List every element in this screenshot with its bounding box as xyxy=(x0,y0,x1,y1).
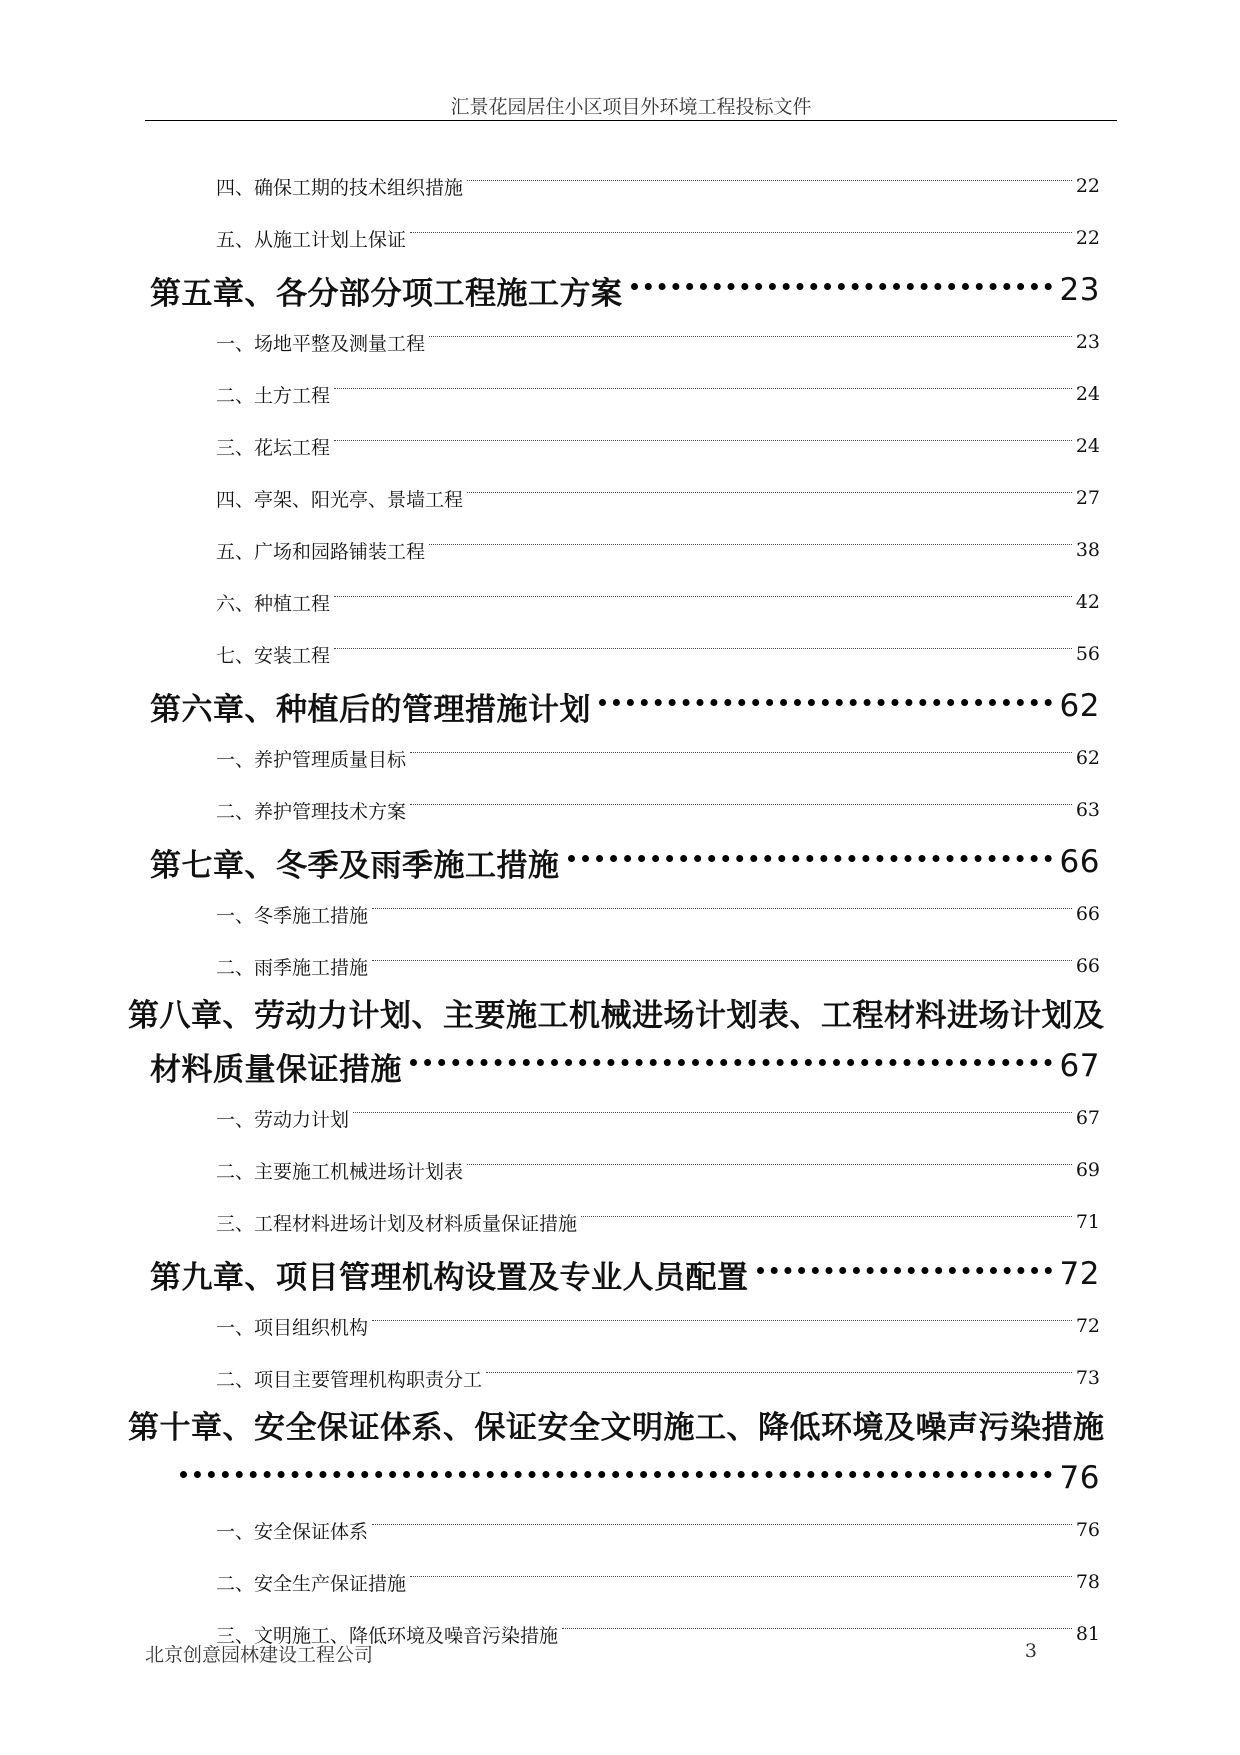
toc-entry-page: 69 xyxy=(1075,1159,1100,1181)
toc-entry-page: 67 xyxy=(1075,1107,1100,1129)
toc-entry-label: 二、养护管理技术方案 xyxy=(216,800,407,823)
dot-leader xyxy=(599,699,1052,706)
toc-entry[interactable] xyxy=(216,1300,1100,1352)
dot-leader xyxy=(429,336,1072,337)
toc-entry-page: 66 xyxy=(1075,903,1100,925)
toc-entry[interactable] xyxy=(216,940,1100,992)
page-footer xyxy=(145,1640,1117,1667)
dot-leader xyxy=(353,1112,1072,1113)
toc-entry-label: 六、种植工程 xyxy=(216,592,331,615)
toc-entry-label: 七、安装工程 xyxy=(216,644,331,667)
dot-leader xyxy=(486,1372,1072,1373)
toc-entry-page: 24 xyxy=(1075,383,1100,405)
toc-entry-label: 二、项目主要管理机构职责分工 xyxy=(216,1368,483,1391)
toc-entry-page: 56 xyxy=(1075,643,1100,665)
toc-chapter-label: 第六章、种植后的管理措施计划 xyxy=(150,691,591,728)
toc-entry[interactable] xyxy=(216,732,1100,784)
toc-entry-page: 22 xyxy=(1075,175,1100,197)
toc-chapter-label: 第五章、各分部分项工程施工方案 xyxy=(150,275,623,312)
toc-entry-page: 22 xyxy=(1075,227,1100,249)
footer-page-number: 3 xyxy=(1024,1640,1037,1662)
toc-entry[interactable] xyxy=(216,1144,1100,1196)
dot-leader xyxy=(334,440,1072,441)
toc-entry[interactable] xyxy=(216,524,1100,576)
toc-entry-label: 五、从施工计划上保证 xyxy=(216,228,407,251)
header-title: 汇景花园居住小区项目外环境工程投标文件 xyxy=(450,96,812,118)
dot-leader xyxy=(429,544,1072,545)
dot-leader xyxy=(334,388,1072,389)
table-of-contents xyxy=(128,160,1105,1660)
dot-leader xyxy=(410,804,1072,805)
toc-entry-page: 72 xyxy=(1075,1315,1100,1337)
toc-entry[interactable] xyxy=(216,160,1100,212)
toc-entry-page: 62 xyxy=(1075,747,1100,769)
toc-entry[interactable] xyxy=(216,784,1100,836)
dot-leader xyxy=(372,960,1072,961)
toc-chapter-page: 67 xyxy=(1059,1048,1100,1084)
toc-entry[interactable] xyxy=(216,628,1100,680)
toc-entry-label: 三、文明施工、降低环境及噪音污染措施 xyxy=(216,1624,559,1647)
toc-chapter-entry[interactable] xyxy=(150,264,1100,316)
toc-entry[interactable] xyxy=(216,1504,1100,1556)
dot-leader xyxy=(467,492,1072,493)
toc-entry-label: 四、确保工期的技术组织措施 xyxy=(216,176,464,199)
toc-entry-page: 78 xyxy=(1075,1571,1100,1593)
toc-chapter-entry[interactable] xyxy=(150,680,1100,732)
toc-entry-label: 二、雨季施工措施 xyxy=(216,956,369,979)
toc-chapter-entry[interactable] xyxy=(128,1404,1105,1504)
toc-entry-page: 76 xyxy=(1075,1519,1100,1541)
toc-chapter-page: 62 xyxy=(1059,688,1100,724)
toc-entry-label: 一、劳动力计划 xyxy=(216,1108,350,1131)
toc-entry-label: 五、广场和园路铺装工程 xyxy=(216,540,426,563)
toc-chapter-label-line1: 第八章、劳动力计划、主要施工机械进场计划表、工程材料进场计划及 xyxy=(128,998,1105,1034)
toc-chapter-page: 76 xyxy=(1059,1460,1100,1496)
toc-entry[interactable] xyxy=(216,316,1100,368)
toc-entry[interactable] xyxy=(216,576,1100,628)
toc-entry-page: 38 xyxy=(1075,539,1100,561)
toc-entry-label: 一、场地平整及测量工程 xyxy=(216,332,426,355)
dot-leader xyxy=(334,596,1072,597)
toc-entry[interactable] xyxy=(216,420,1100,472)
toc-entry-page: 71 xyxy=(1075,1211,1100,1233)
toc-chapter-page: 72 xyxy=(1059,1256,1100,1292)
toc-entry[interactable] xyxy=(216,1556,1100,1608)
toc-entry-label: 三、花坛工程 xyxy=(216,436,331,459)
toc-entry[interactable] xyxy=(216,368,1100,420)
toc-entry[interactable] xyxy=(216,1352,1100,1404)
toc-entry-label: 一、项目组织机构 xyxy=(216,1316,369,1339)
dot-leader xyxy=(757,1267,1052,1274)
dot-leader xyxy=(467,180,1072,181)
toc-chapter-entry[interactable] xyxy=(150,836,1100,888)
dot-leader xyxy=(372,1320,1072,1321)
dot-leader xyxy=(581,1216,1072,1217)
toc-entry-label: 一、冬季施工措施 xyxy=(216,904,369,927)
toc-chapter-label-line1: 第十章、安全保证体系、保证安全文明施工、降低环境及噪声污染措施 xyxy=(128,1410,1105,1446)
dot-leader xyxy=(631,283,1052,290)
toc-chapter-page: 66 xyxy=(1059,844,1100,880)
toc-entry[interactable] xyxy=(216,472,1100,524)
toc-chapter-label: 第七章、冬季及雨季施工措施 xyxy=(150,847,560,884)
toc-chapter-page: 23 xyxy=(1059,272,1100,308)
dot-leader xyxy=(372,1524,1072,1525)
toc-entry-page: 81 xyxy=(1075,1623,1100,1645)
toc-entry-page: 42 xyxy=(1075,591,1100,613)
dot-leader xyxy=(410,232,1072,233)
toc-entry-label: 四、亭架、阳光亭、景墙工程 xyxy=(216,488,464,511)
toc-entry[interactable] xyxy=(216,1092,1100,1144)
toc-entry-page: 24 xyxy=(1075,435,1100,457)
toc-entry-label: 二、土方工程 xyxy=(216,384,331,407)
toc-entry[interactable] xyxy=(216,888,1100,940)
toc-chapter-label: 第九章、项目管理机构设置及专业人员配置 xyxy=(150,1259,749,1296)
toc-entry-label: 一、安全保证体系 xyxy=(216,1520,369,1543)
toc-entry-page: 23 xyxy=(1075,331,1100,353)
toc-chapter-entry[interactable] xyxy=(150,1248,1100,1300)
dot-leader xyxy=(372,908,1072,909)
dot-leader xyxy=(410,752,1072,753)
toc-chapter-entry[interactable] xyxy=(128,992,1105,1092)
dot-leader xyxy=(568,855,1052,862)
dot-leader xyxy=(467,1164,1072,1165)
toc-entry-page: 63 xyxy=(1075,799,1100,821)
toc-entry[interactable] xyxy=(216,1196,1100,1248)
toc-entry-label: 二、安全生产保证措施 xyxy=(216,1572,407,1595)
dot-leader xyxy=(180,1471,1052,1478)
toc-entry-label: 二、主要施工机械进场计划表 xyxy=(216,1160,464,1183)
toc-entry-label: 一、养护管理质量目标 xyxy=(216,748,407,771)
dot-leader xyxy=(562,1628,1072,1629)
dot-leader xyxy=(410,1576,1072,1577)
toc-chapter-label-line2: 材料质量保证措施 xyxy=(150,1051,402,1088)
toc-entry-page: 27 xyxy=(1075,487,1100,509)
dot-leader xyxy=(334,648,1072,649)
footer-company: 北京创意园林建设工程公司 xyxy=(145,1644,374,1666)
dot-leader xyxy=(410,1059,1052,1066)
toc-entry[interactable] xyxy=(216,212,1100,264)
toc-entry-label: 三、工程材料进场计划及材料质量保证措施 xyxy=(216,1212,578,1235)
toc-entry-page: 73 xyxy=(1075,1367,1100,1389)
toc-entry-page: 66 xyxy=(1075,955,1100,977)
page-header xyxy=(145,92,1117,121)
